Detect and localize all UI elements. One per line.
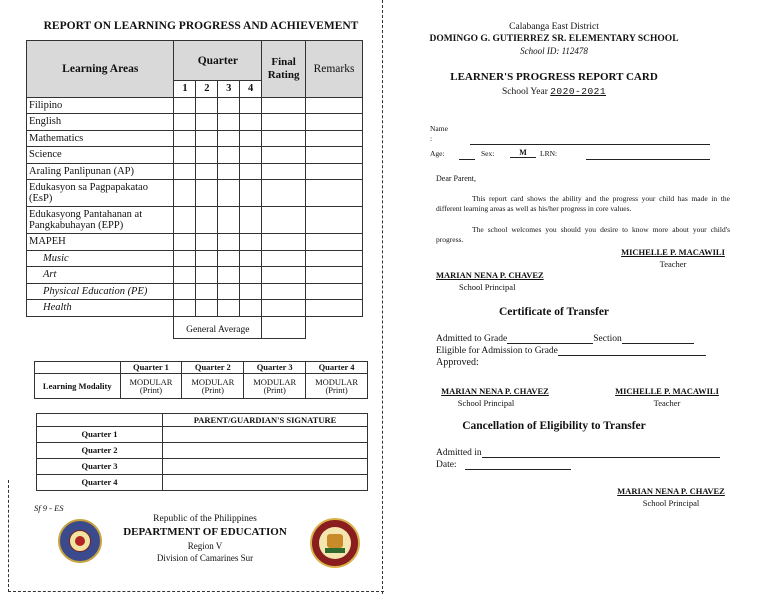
table-row [27, 207, 363, 234]
principal-name-2: MARIAN NENA P. CHAVEZ [441, 386, 549, 396]
table-row [27, 114, 363, 131]
card-title: LEARNER'S PROGRESS REPORT CARD [450, 71, 658, 83]
fold-line-left [8, 480, 9, 592]
table-row [27, 283, 363, 300]
q2-header: 2 [196, 81, 218, 98]
date-line [436, 460, 571, 470]
q1-header: 1 [174, 81, 196, 98]
signature-field[interactable] [163, 427, 368, 443]
teacher-title: Teacher [659, 259, 687, 269]
age-label: Age: [430, 149, 445, 158]
quarter-header: Quarter [174, 41, 262, 81]
region-text: Region V [187, 541, 223, 551]
table-row [27, 267, 363, 284]
modality-quarter-header: Quarter 4 [306, 362, 368, 374]
report-title: REPORT ON LEARNING PROGRESS AND ACHIEVEMENT [43, 20, 359, 32]
sex-label: Sex: [481, 149, 495, 158]
teacher-title-2: Teacher [653, 398, 681, 408]
signature-quarter-label: Quarter 3 [37, 459, 163, 475]
subject-name: Araling Panlipunan (AP) [27, 163, 174, 180]
school-year-label: School Year [501, 87, 548, 97]
department-text: DEPARTMENT OF EDUCATION [123, 526, 287, 538]
subject-name: Edukasyong Pantahanan at Pangkabuhayan (EPP) [27, 207, 174, 234]
table-row [37, 459, 368, 475]
signature-field[interactable] [163, 443, 368, 459]
name-field[interactable] [470, 144, 710, 145]
mapeh-component: Health [27, 300, 174, 317]
subject-name: English [27, 114, 174, 131]
principal-name-3: MARIAN NENA P. CHAVEZ [617, 486, 725, 496]
approved-label: Approved: [436, 357, 479, 368]
section-label: Section [593, 334, 622, 344]
principal-title-2: School Principal [457, 398, 515, 408]
subject-name: MAPEH [27, 234, 174, 251]
modality-quarter-header: Quarter 3 [244, 362, 306, 374]
learning-modality-label: Learning Modality [35, 374, 121, 399]
parent-signature-table [36, 413, 368, 491]
table-row [27, 163, 363, 180]
cancellation-title: Cancellation of Eligibility to Transfer [462, 420, 646, 432]
principal-title-3: School Principal [642, 498, 700, 508]
signature-quarter-label: Quarter 2 [37, 443, 163, 459]
principal-name: MARIAN NENA P. CHAVEZ [436, 270, 544, 280]
date-label: Date: [436, 460, 457, 470]
transfer-title: Certificate of Transfer [498, 306, 610, 318]
subject-name: Science [27, 147, 174, 164]
table-row [27, 250, 363, 267]
table-row [37, 427, 368, 443]
modality-quarter-header: Quarter 2 [182, 362, 244, 374]
general-average-row [27, 316, 363, 338]
fold-line-vertical [382, 0, 383, 594]
learning-areas-header: Learning Areas [27, 41, 174, 98]
section-field[interactable] [622, 343, 694, 344]
general-average-label: General Average [174, 316, 262, 338]
admitted-grade-line [436, 334, 694, 344]
admitted-in-field[interactable] [482, 457, 720, 458]
eligible-label: Eligible for Admission to Grade [436, 346, 558, 356]
teacher-name-2: MICHELLE P. MACAWILI [615, 386, 719, 396]
name-label: Name [430, 124, 448, 133]
modality-value: MODULAR (Print) [244, 374, 306, 399]
division-text: Division of Camarines Sur [156, 553, 254, 563]
signature-quarter-label: Quarter 1 [37, 427, 163, 443]
sex-value: M [510, 148, 536, 158]
final-rating-header: Final Rating [262, 41, 306, 98]
table-row [27, 180, 363, 207]
mapeh-component: Art [27, 267, 174, 284]
signature-field[interactable] [163, 459, 368, 475]
paragraph-1: This report card shows the ability and the progress your child has made in the different learning areas as well as his/her progress in core values. [436, 194, 730, 214]
subject-name: Edukasyon sa Pagpapakatao (EsP) [27, 180, 174, 207]
table-row [27, 234, 363, 251]
table-row [27, 147, 363, 164]
fold-line-horizontal [8, 591, 384, 592]
admitted-in-line [436, 448, 720, 458]
table-row [37, 475, 368, 491]
age-field[interactable] [459, 159, 475, 160]
school-year-value: 2020-2021 [550, 86, 607, 97]
lrn-field[interactable] [586, 159, 710, 160]
learning-modality-table [34, 361, 368, 399]
lrn-label: LRN: [540, 149, 558, 158]
teacher-name: MICHELLE P. MACAWILI [621, 247, 725, 257]
paragraph-2: The school welcomes you should you desire to know more about your child's progress. [436, 225, 730, 245]
modality-value: MODULAR (Print) [120, 374, 182, 399]
grades-table [26, 40, 363, 339]
signature-field[interactable] [163, 475, 368, 491]
admitted-in-label: Admitted in [436, 448, 482, 458]
modality-value: MODULAR (Print) [182, 374, 244, 399]
q4-header: 4 [240, 81, 262, 98]
signature-header: PARENT/GUARDIAN'S SIGNATURE [163, 414, 368, 427]
admitted-grade-field[interactable] [507, 343, 593, 344]
school-year-line [420, 86, 688, 97]
subject-name: Mathematics [27, 130, 174, 147]
eligible-field[interactable] [558, 355, 706, 356]
republic-text: Republic of the Philippines [153, 514, 257, 524]
q3-header: 3 [218, 81, 240, 98]
school-id: School ID: 112478 [520, 46, 588, 56]
school-name: DOMINGO G. GUTIERREZ SR. ELEMENTARY SCHOOL [429, 34, 679, 44]
table-row [27, 97, 363, 114]
table-row [27, 300, 363, 317]
mapeh-component: Physical Education (PE) [27, 283, 174, 300]
admitted-grade-label: Admitted to Grade [436, 334, 508, 344]
principal-title: School Principal [459, 282, 516, 292]
district-text: Calabanga East District [509, 22, 599, 32]
modality-quarter-header: Quarter 1 [120, 362, 182, 374]
subject-name: Filipino [27, 97, 174, 114]
form-code: Sf 9 - ES [34, 503, 64, 513]
mapeh-component: Music [27, 250, 174, 267]
date-field[interactable] [465, 469, 571, 470]
table-row [37, 443, 368, 459]
remarks-header: Remarks [306, 41, 363, 98]
signature-quarter-label: Quarter 4 [37, 475, 163, 491]
name-colon: : [430, 134, 433, 143]
eligible-line [436, 346, 706, 356]
table-row [27, 130, 363, 147]
school-seal-icon [310, 518, 360, 568]
dear-parent: Dear Parent, [436, 174, 476, 183]
modality-value: MODULAR (Print) [306, 374, 368, 399]
deped-seal-icon [58, 519, 102, 563]
